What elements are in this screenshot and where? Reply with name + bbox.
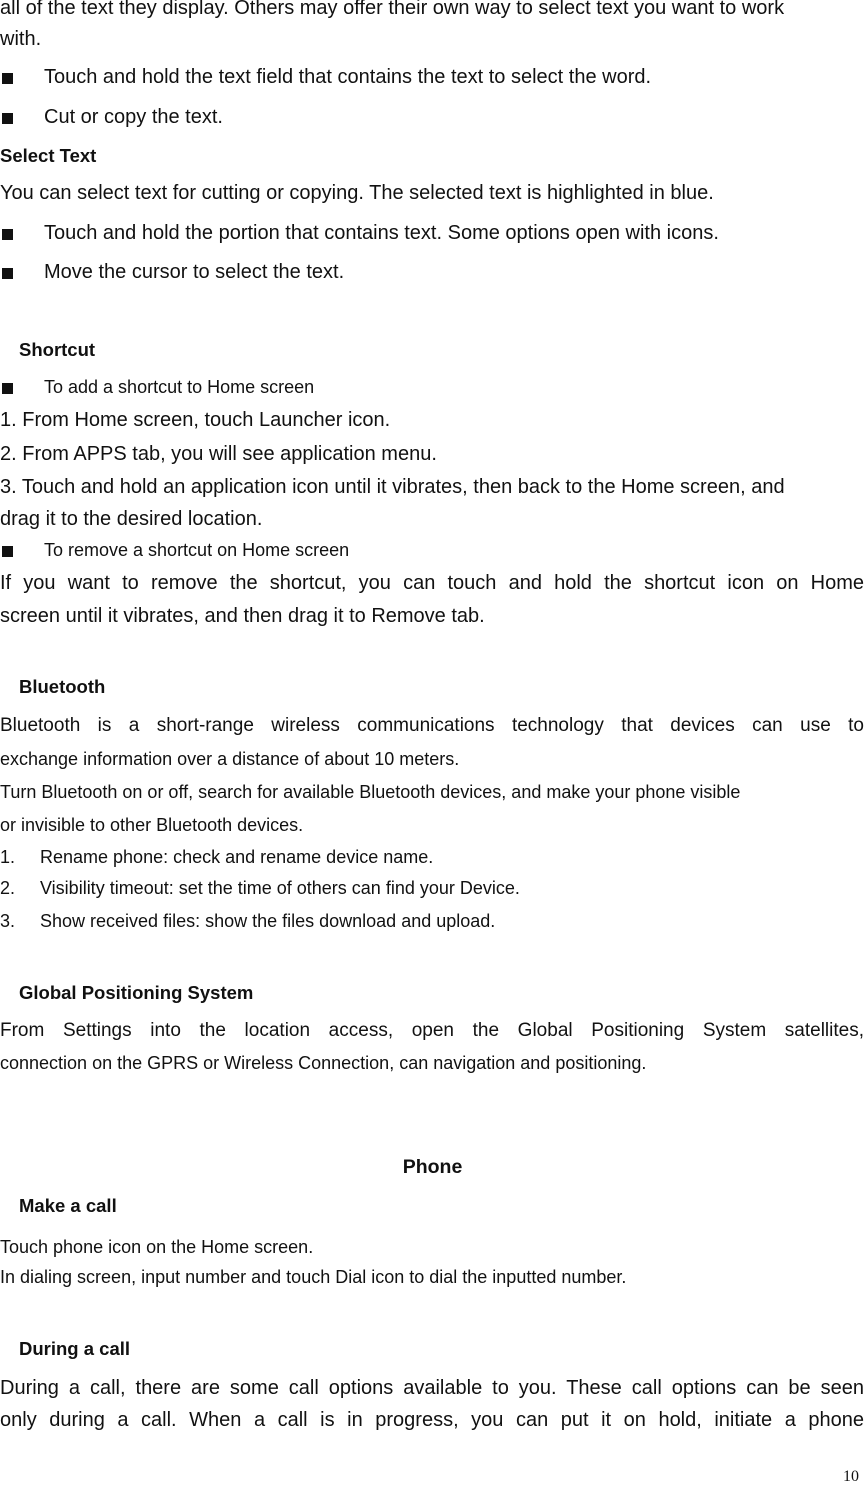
shortcut-step-1: 1. From Home screen, touch Launcher icon.: [0, 409, 391, 431]
bluetooth-item-2-num: 2.: [0, 878, 16, 898]
select-text-body: You can select text for cutting or copying. The selected text is highlighted in blue.: [0, 182, 714, 204]
shortcut-remove-bullet: To remove a shortcut on Home screen: [44, 540, 350, 560]
shortcut-remove-line-2: screen until it vibrates, and then drag it to Remove tab.: [0, 605, 485, 627]
shortcut-step-2: 2. From APPS tab, you will see application menu.: [0, 443, 437, 465]
bullet-square-icon: [2, 73, 13, 84]
intro-line-2: with.: [0, 28, 42, 50]
bullet-square-icon: [2, 383, 13, 394]
bullet-square-icon: [2, 268, 13, 279]
intro-line-1: all of the text they display. Others may offer their own way to select text you want to work: [0, 0, 785, 19]
make-call-line-1: Touch phone icon on the Home screen.: [0, 1237, 314, 1257]
bluetooth-line-3: Turn Bluetooth on or off, search for available Bluetooth devices, and make your phone visible: [0, 782, 741, 802]
select-text-bullet-2: Move the cursor to select the text.: [44, 261, 345, 283]
shortcut-add-bullet: To add a shortcut to Home screen: [44, 377, 315, 397]
select-text-bullet-1: Touch and hold the portion that contains text. Some options open with icons.: [44, 222, 719, 244]
bullet-square-icon: [2, 113, 13, 124]
bluetooth-heading: Bluetooth: [19, 676, 106, 697]
during-call-line-2: only during a call. When a call is in progress, you can put it on hold, initiate a phone: [0, 1409, 864, 1431]
during-call-heading: During a call: [19, 1338, 131, 1359]
shortcut-step-3-cont: drag it to the desired location.: [0, 508, 263, 530]
phone-title: Phone: [402, 1156, 463, 1178]
page-number: 10: [843, 1468, 859, 1485]
shortcut-heading: Shortcut: [19, 339, 96, 360]
intro-bullet-1: Touch and hold the text field that contains the text to select the word.: [44, 66, 652, 88]
make-call-heading: Make a call: [19, 1195, 117, 1216]
shortcut-remove-line-1: If you want to remove the shortcut, you can touch and hold the shortcut icon on Home: [0, 572, 864, 594]
gps-heading: Global Positioning System: [19, 982, 254, 1003]
select-text-heading: Select Text: [0, 145, 97, 166]
make-call-line-2: In dialing screen, input number and touch Dial icon to dial the inputted number.: [0, 1267, 627, 1287]
bluetooth-item-3-num: 3.: [0, 911, 16, 931]
bluetooth-item-1-num: 1.: [0, 847, 16, 867]
bluetooth-line-2: exchange information over a distance of about 10 meters.: [0, 749, 460, 769]
bluetooth-item-1: Rename phone: check and rename device name.: [40, 847, 434, 867]
bullet-square-icon: [2, 229, 13, 240]
bluetooth-line-4: or invisible to other Bluetooth devices.: [0, 815, 304, 835]
bluetooth-item-3: Show received files: show the files download and upload.: [40, 911, 496, 931]
intro-bullet-2: Cut or copy the text.: [44, 106, 223, 128]
gps-line-1: From Settings into the location access, open the Global Positioning System satellites,: [0, 1020, 864, 1041]
bullet-square-icon: [2, 546, 13, 557]
bluetooth-line-1: Bluetooth is a short-range wireless communications technology that devices can use to: [0, 715, 864, 736]
bluetooth-item-2: Visibility timeout: set the time of others can find your Device.: [40, 878, 520, 898]
shortcut-step-3: 3. Touch and hold an application icon until it vibrates, then back to the Home screen, and: [0, 476, 785, 498]
during-call-line-1: During a call, there are some call options available to you. These call options can be seen: [0, 1377, 864, 1399]
gps-line-2: connection on the GPRS or Wireless Connection, can navigation and positioning.: [0, 1053, 647, 1073]
